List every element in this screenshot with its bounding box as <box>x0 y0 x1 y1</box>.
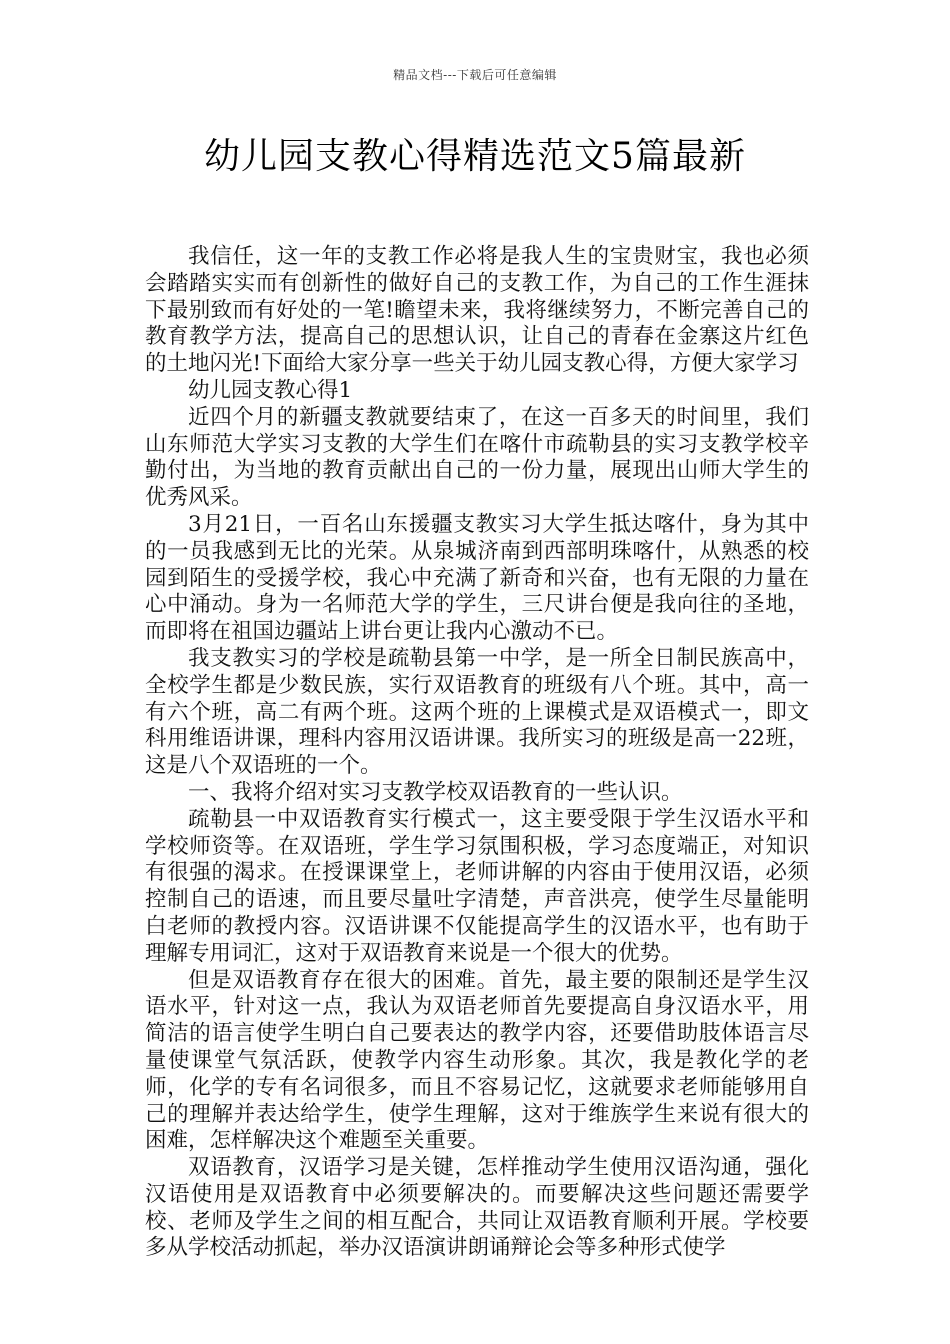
header-note: 精品文档---下载后可任意编辑 <box>393 68 557 82</box>
paragraph: 近四个月的新疆支教就要结束了，在这一百多天的时间里，我们山东师范大学实习支教的大学生们在喀什市疏勒县的实习支教学校辛勤付出，为当地的教育贡献出自己的一份力量，展现出山师大学生的优秀风采。 <box>145 404 809 511</box>
paragraph-intro: 我信任，这一年的支教工作必将是我人生的宝贵财宝，我也必须会踏踏实实而有创新性的做好自己的支教工作，为自己的工作生涯抹下最别致而有好处的一笔!瞻望未来，我将继续努力，不断完善自己的教育教学方法，提高自己的思想认识，让自己的青春在金寨这片红色的土地闪光!下面给大家分享一些关于幼儿园支教心得，方便大家学习 <box>145 244 809 377</box>
paragraph: 疏勒县一中双语教育实行模式一，这主要受限于学生汉语水平和学校师资等。在双语班，学生学习氛围积极，学习态度端正，对知识有很强的渴求。在授课课堂上，老师讲解的内容由于使用汉语，必须控制自己的语速，而且要尽量吐字清楚，声音洪亮，使学生尽量能明白老师的教授内容。汉语讲课不仅能提高学生的汉语水平，也有助于理解专用词汇，这对于双语教育来说是一个很大的优势。 <box>145 806 809 966</box>
paragraph: 3月21日，一百名山东援疆支教实习大学生抵达喀什，身为其中的一员我感到无比的光荣。从泉城济南到西部明珠喀什，从熟悉的校园到陌生的受援学校，我心中充满了新奇和兴奋，也有无限的力量在心中涌动。身为一名师范大学的学生，三尺讲台便是我向往的圣地，而即将在祖国边疆站上讲台更让我内心激动不已。 <box>145 511 809 645</box>
section-heading: 幼儿园支教心得1 <box>188 377 353 403</box>
document-title: 幼儿园支教心得精选范文5篇最新 <box>204 136 746 177</box>
document-body <box>145 244 809 1262</box>
subsection-heading: 一、我将介绍对实习支教学校双语教育的一些认识。 <box>188 779 683 805</box>
paragraph: 我支教实习的学校是疏勒县第一中学，是一所全日制民族高中，全校学生都是少数民族，实行双语教育的班级有八个班。其中，高一有六个班，高二有两个班。这两个班的上课模式是双语模式一，即文科用维语讲课，理科内容用汉语讲课。我所实习的班级是高一22班，这是八个双语班的一个。 <box>145 645 809 779</box>
paragraph: 双语教育，汉语学习是关键，怎样推动学生使用汉语沟通，强化汉语使用是双语教育中必须要解决的。而要解决这些问题还需要学校、老师及学生之间的相互配合，共同让双语教育顺利开展。学校要多从学校活动抓起，举办汉语演讲朗诵辩论会等多种形式使学 <box>145 1155 809 1261</box>
paragraph: 但是双语教育存在很大的困难。首先，最主要的限制还是学生汉语水平，针对这一点，我认为双语老师首先要提高自身汉语水平，用简洁的语言使学生明白自己要表达的教学内容，还要借助肢体语言尽量使课堂气氛活跃，使教学内容生动形象。其次，我是教化学的老师，化学的专有名词很多，而且不容易记忆，这就要求老师能够用自己的理解并表达给学生，使学生理解，这对于维族学生来说有很大的困难，怎样解决这个难题至关重要。 <box>145 967 809 1154</box>
